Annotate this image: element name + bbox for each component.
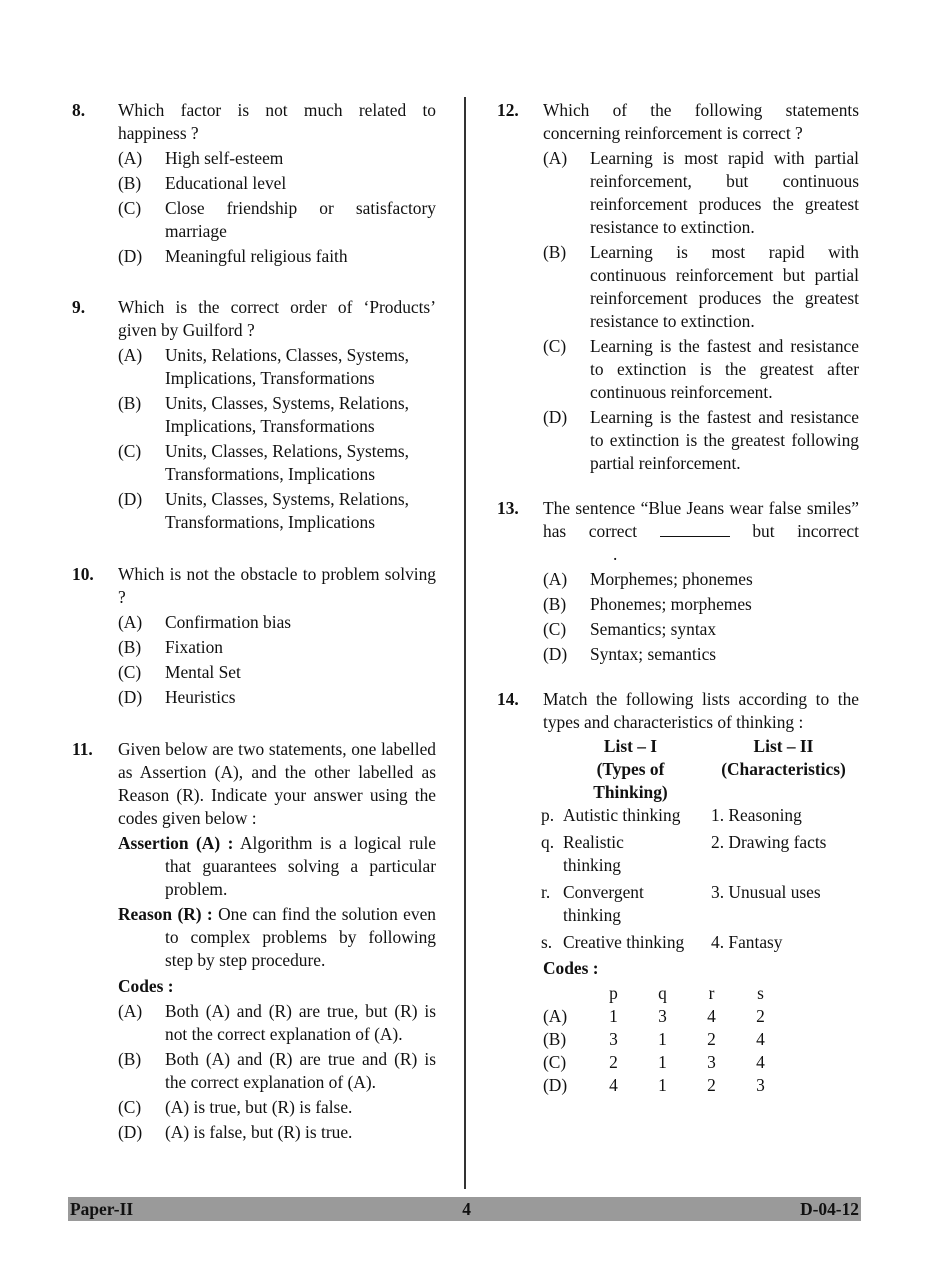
match-row: q. Realistic thinking 2. Drawing facts <box>541 832 827 875</box>
codes-title: Codes : <box>118 976 174 996</box>
question-number: 10. <box>72 564 94 584</box>
question-11 <box>70 738 436 1144</box>
question-number: 9. <box>72 297 86 317</box>
codes-header-row: p q r s <box>609 983 764 1003</box>
question-stem: The sentence “Blue Jeans wear false smiles” has correct but incorrect . <box>543 498 859 564</box>
option-b[interactable]: (B) Both (A) and (R) are true and (R) is the correct explanation of (A). <box>118 1049 436 1092</box>
option-c[interactable]: (C) (A) is true, but (R) is false. <box>118 1097 353 1117</box>
option-b[interactable]: (B) Phonemes; morphemes <box>543 594 752 614</box>
match-pairs <box>541 804 859 954</box>
reason-label: Reason (R) : <box>118 904 213 924</box>
code-option-a[interactable]: (A) 1 3 4 2 <box>543 1006 765 1026</box>
question-number: 13. <box>497 498 519 518</box>
question-13 <box>495 497 859 666</box>
paper-label: Paper-II <box>70 1199 134 1219</box>
option-c[interactable]: (C) Learning is the fastest and resistance to extinction is the greatest after continuous reinforcement. <box>543 336 859 402</box>
question-10 <box>70 563 436 709</box>
list-2-header: List – II (Characteristics) <box>721 736 846 779</box>
question-14 <box>495 688 859 1097</box>
answer-blank <box>660 522 730 537</box>
option-d[interactable]: (D) Syntax; semantics <box>543 644 717 664</box>
page-footer <box>68 1197 861 1221</box>
option-a[interactable]: (A) Both (A) and (R) are true, but (R) is not the correct explanation of (A). <box>118 1001 436 1044</box>
assertion-label: Assertion (A) : <box>118 833 234 853</box>
question-number: 11. <box>72 739 93 759</box>
list-1-header: List – I (Types of Thinking) <box>593 736 668 802</box>
left-column <box>70 99 436 1144</box>
option-d[interactable]: (D) (A) is false, but (R) is true. <box>118 1122 353 1142</box>
match-row: r. Convergent thinking 3. Unusual uses <box>541 882 821 925</box>
list-headers <box>543 735 859 804</box>
codes-title: Codes : <box>543 958 599 978</box>
question-9 <box>70 296 436 534</box>
option-c[interactable]: (C) Close friendship or satisfactory marriage <box>118 198 436 241</box>
option-d[interactable]: (D) Heuristics <box>118 687 236 707</box>
option-c[interactable]: (C) Semantics; syntax <box>543 619 717 639</box>
option-d[interactable]: (D) Units, Classes, Systems, Relations, Transformations, Implications <box>118 489 409 532</box>
option-a[interactable]: (A) Morphemes; phonemes <box>543 569 753 589</box>
match-row: p. Autistic thinking 1. Reasoning <box>541 805 802 825</box>
option-a[interactable]: (A) Learning is most rapid with partial reinforcement, but continuous reinforcement produces the greatest resistance to extinction. <box>543 148 859 237</box>
question-stem: Match the following lists according to the types and characteristics of thinking : <box>543 689 859 732</box>
answer-blank <box>543 545 613 560</box>
code-option-d[interactable]: (D) 4 1 2 3 <box>543 1075 765 1095</box>
question-stem: Which is not the obstacle to problem solving ? <box>118 564 436 607</box>
column-divider <box>464 97 466 1189</box>
match-row: s. Creative thinking 4. Fantasy <box>541 932 783 952</box>
question-stem: Which of the following statements concerning reinforcement is correct ? <box>543 100 859 143</box>
option-a[interactable]: (A) Confirmation bias <box>118 612 292 632</box>
option-a[interactable]: (A) Units, Relations, Classes, Systems, Implications, Transformations <box>118 345 409 388</box>
question-stem: Which is the correct order of ‘Products’ given by Guilford ? <box>118 297 436 340</box>
assertion-statement: Assertion (A) : Algorithm is a logical rule that guarantees solving a particular problem. <box>118 833 437 899</box>
option-b[interactable]: (B) Fixation <box>118 637 223 657</box>
option-b[interactable]: (B) Educational level <box>118 173 287 193</box>
option-d[interactable]: (D) Meaningful religious faith <box>118 246 348 266</box>
question-number: 12. <box>497 100 519 120</box>
right-column <box>495 99 859 1097</box>
option-b[interactable]: (B) Learning is most rapid with continuous reinforcement but partial reinforcement produces the greatest resistance to extinction. <box>543 242 859 331</box>
option-d[interactable]: (D) Learning is the fastest and resistance to extinction is the greatest following partial reinforcement. <box>543 407 859 473</box>
paper-code: D-04-12 <box>800 1199 859 1219</box>
option-b[interactable]: (B) Units, Classes, Systems, Relations, Implications, Transformations <box>118 393 409 436</box>
page-number: 4 <box>462 1199 471 1219</box>
question-12 <box>495 99 859 475</box>
option-c[interactable]: (C) Mental Set <box>118 662 241 682</box>
question-8 <box>70 99 436 268</box>
question-number: 14. <box>497 689 519 709</box>
reason-statement: Reason (R) : One can find the solution even to complex problems by following step by step procedure. <box>118 904 436 970</box>
code-option-b[interactable]: (B) 3 1 2 4 <box>543 1029 765 1049</box>
option-c[interactable]: (C) Units, Classes, Relations, Systems, Transformations, Implications <box>118 441 409 484</box>
question-number: 8. <box>72 100 86 120</box>
question-stem: Given below are two statements, one labelled as Assertion (A), and the other labelled as Reason (R). Indicate your answer using the codes given below : <box>118 739 436 828</box>
codes-table <box>543 982 785 1097</box>
code-option-c[interactable]: (C) 2 1 3 4 <box>543 1052 765 1072</box>
question-stem: Which factor is not much related to happiness ? <box>118 100 436 143</box>
option-a[interactable]: (A) High self-esteem <box>118 148 284 168</box>
